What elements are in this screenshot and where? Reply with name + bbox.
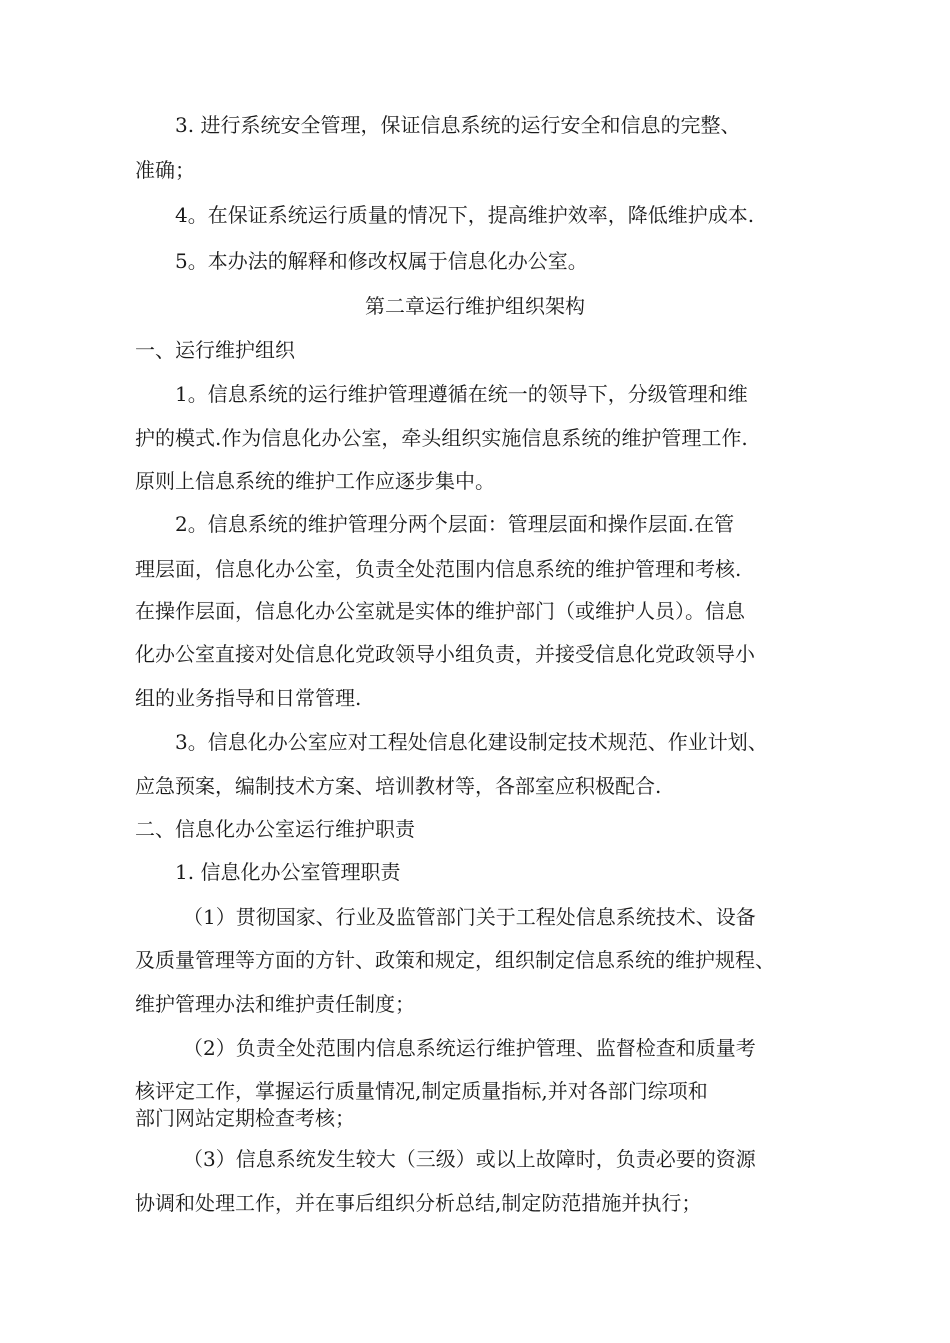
duty-1-line-1: （1）贯彻国家、行业及监管部门关于工程处信息系统技术、设备 (183, 905, 756, 929)
section-heading-1: 一、运行维护组织 (135, 338, 295, 362)
item-2-line-4: 化办公室直接对处信息化党政领导小组负责，并接受信息化党政领导小 (135, 642, 755, 666)
item-3-line-2: 应急预案，编制技术方案、培训教材等，各部室应积极配合. (135, 774, 662, 798)
duty-3-line-1: （3）信息系统发生较大（三级）或以上故障时，负责必要的资源 (183, 1147, 756, 1171)
duty-3-line-2: 协调和处理工作，并在事后组织分析总结,制定防范措施并执行； (135, 1191, 702, 1215)
duty-2-line-1: （2）负责全处范围内信息系统运行维护管理、监督检查和质量考 (183, 1036, 756, 1060)
item-2-line-1: 2。信息系统的维护管理分两个层面：管理层面和操作层面.在管 (175, 512, 735, 536)
item-3-line-1: 3。信息化办公室应对工程处信息化建设制定技术规范、作业计划、 (175, 730, 768, 754)
item-1-line-1: 1。信息系统的运行维护管理遵循在统一的领导下，分级管理和维 (175, 382, 748, 406)
para-5: 5。本办法的解释和修改权属于信息化办公室。 (175, 249, 588, 273)
para-4: 4。在保证系统运行质量的情况下，提高维护效率，降低维护成本. (175, 203, 755, 227)
duty-2-line-3: 部门网站定期检查考核； (135, 1106, 355, 1130)
section-heading-2: 二、信息化办公室运行维护职责 (135, 817, 415, 841)
para-3-line-2: 准确； (135, 158, 195, 182)
item-2-line-2: 理层面，信息化办公室，负责全处范围内信息系统的维护管理和考核. (135, 557, 742, 581)
duty-1-line-2: 及质量管理等方面的方针、政策和规定，组织制定信息系统的维护规程、 (135, 948, 775, 972)
duty-1-line-3: 维护管理办法和维护责任制度； (135, 992, 415, 1016)
item-2-line-3: 在操作层面，信息化办公室就是实体的维护部门（或维护人员）。信息 (135, 599, 745, 623)
item-2-line-5: 组的业务指导和日常管理. (135, 686, 362, 710)
item-1-line-3: 原则上信息系统的维护工作应逐步集中。 (135, 469, 495, 493)
chapter-title: 第二章运行维护组织架构 (365, 294, 585, 318)
para-3-line-1: 3. 进行系统安全管理，保证信息系统的运行安全和信息的完整、 (175, 113, 741, 137)
subsection-heading-1: 1. 信息化办公室管理职责 (175, 860, 401, 884)
item-1-line-2: 护的模式.作为信息化办公室，牵头组织实施信息系统的维护管理工作. (135, 426, 748, 450)
duty-2-line-2: 核评定工作，掌握运行质量情况,制定质量指标,并对各部门综项和 (135, 1079, 708, 1103)
